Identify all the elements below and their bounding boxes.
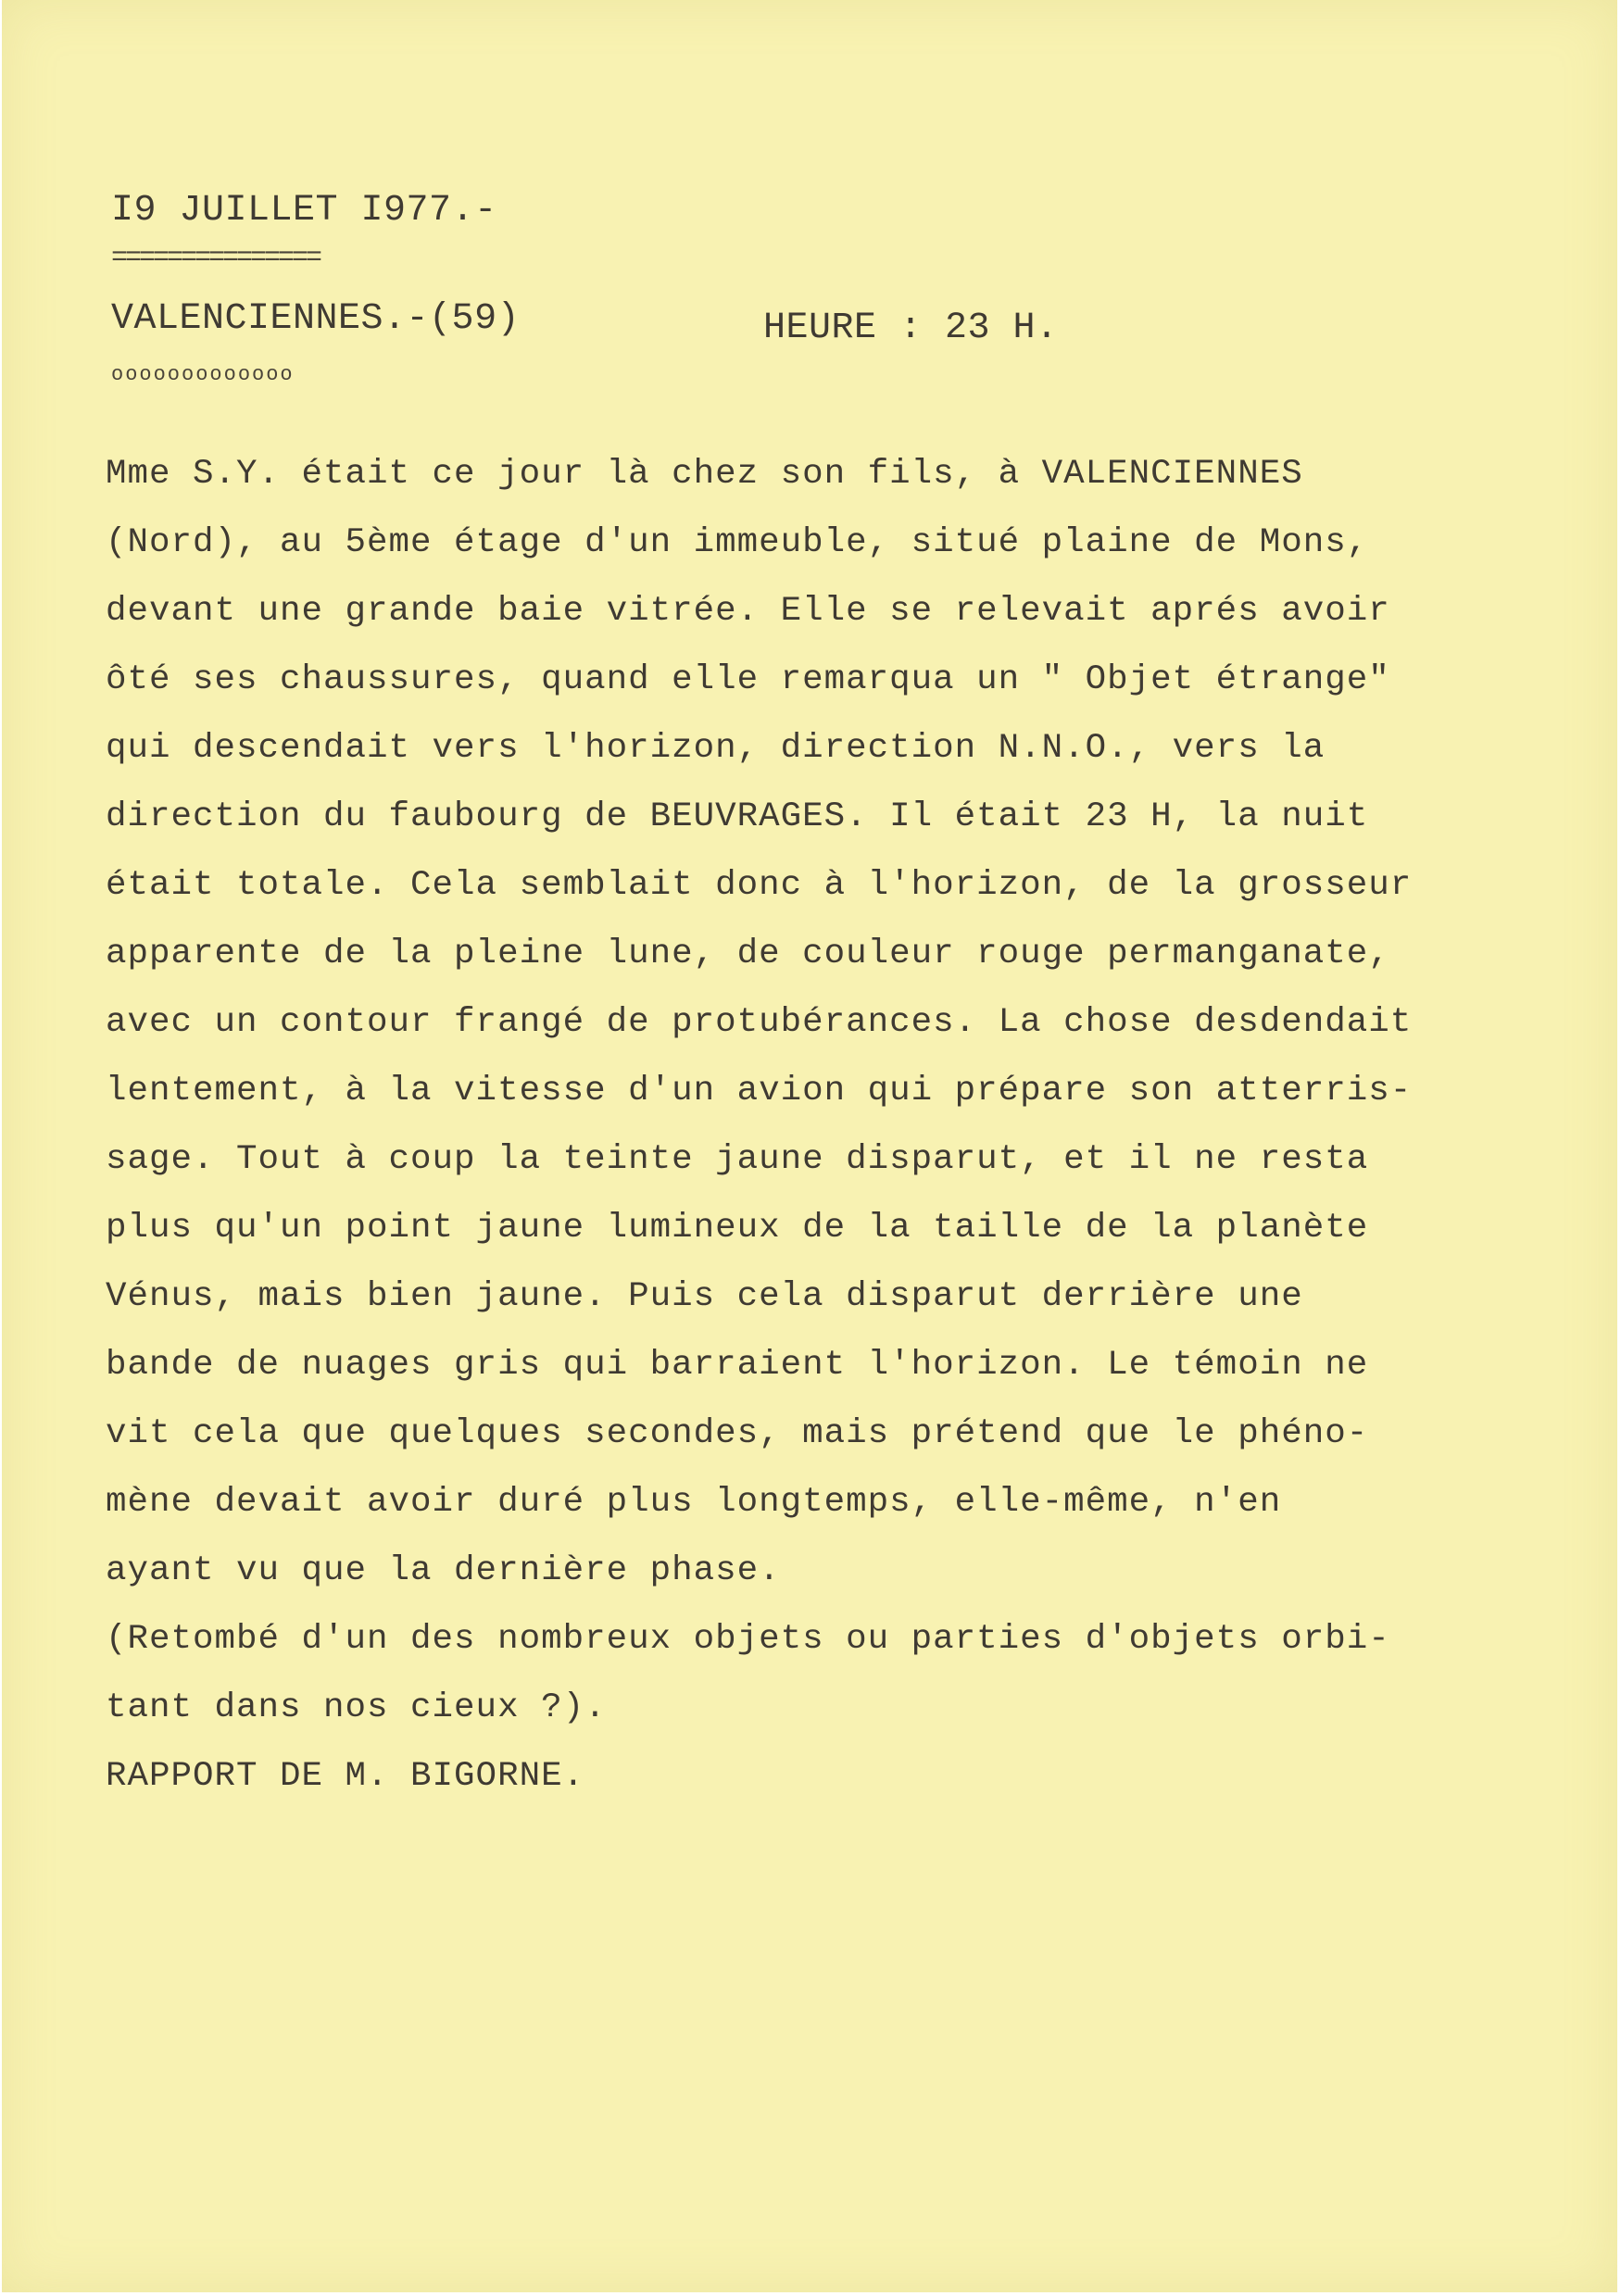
date-underline: ===============	[111, 243, 320, 274]
body-line: Mme S.Y. était ce jour là chez son fils, à VALENCIENNES	[106, 455, 1303, 494]
body-line: apparente de la pleine lune, de couleur rouge permanganate,	[106, 935, 1390, 973]
body-line: lentement, à la vitesse d'un avion qui prépare son atterris-	[106, 1072, 1413, 1110]
report-signature: RAPPORT DE M. BIGORNE.	[106, 1757, 585, 1796]
body-line: devant une grande baie vitrée. Elle se relevait aprés avoir	[106, 592, 1390, 631]
body-line: était totale. Cela semblait donc à l'horizon, de la grosseur	[106, 866, 1413, 905]
report-time: HEURE : 23 H.	[763, 307, 1059, 349]
body-line: qui descendait vers l'horizon, direction N.N.O., vers la	[106, 729, 1326, 768]
report-location: VALENCIENNES.-(59)	[111, 298, 521, 340]
body-line: (Retombé d'un des nombreux objets ou parties d'objets orbi-	[106, 1620, 1390, 1659]
body-line: plus qu'un point jaune lumineux de la taille de la planète	[106, 1209, 1369, 1248]
report-body	[106, 440, 1578, 1811]
body-line: avec un contour frangé de protubérances. La chose desdendait	[106, 1003, 1413, 1042]
body-line: (Nord), au 5ème étage d'un immeuble, situé plaine de Mons,	[106, 523, 1369, 562]
body-line: Vénus, mais bien jaune. Puis cela disparut derrière une	[106, 1277, 1303, 1316]
body-line: vit cela que quelques secondes, mais prétend que le phéno-	[106, 1414, 1369, 1453]
location-underline: ooooooooooooo	[111, 363, 295, 386]
report-date: I9 JUILLET I977.-	[111, 190, 497, 232]
body-line: ôté ses chaussures, quand elle remarqua un " Objet étrange"	[106, 660, 1390, 699]
body-line: tant dans nos cieux ?).	[106, 1688, 607, 1727]
body-line: sage. Tout à coup la teinte jaune disparut, et il ne resta	[106, 1140, 1369, 1179]
body-line: mène devait avoir duré plus longtemps, elle-même, n'en	[106, 1483, 1282, 1522]
paper-sheet	[2, 0, 1617, 2292]
body-line: bande de nuages gris qui barraient l'horizon. Le témoin ne	[106, 1346, 1369, 1385]
body-line: ayant vu que la dernière phase.	[106, 1551, 781, 1590]
body-line: direction du faubourg de BEUVRAGES. Il était 23 H, la nuit	[106, 797, 1369, 836]
